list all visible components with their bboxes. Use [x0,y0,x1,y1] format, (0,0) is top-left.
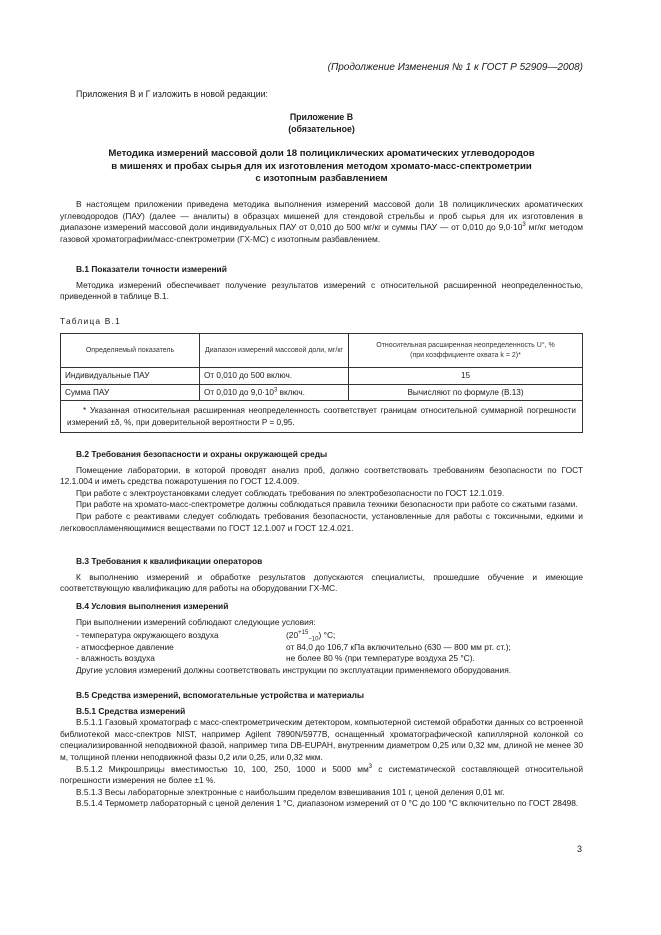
condition-pressure: - атмосферное давление от 84,0 до 106,7 кПа включительно (630 — 800 мм рт. ст.); [76,641,511,652]
section-text: В.5.1.1 Газовый хроматограф с масс-спектрометрическим детектором, компьютерной системой обработки данных со встроенной библиотекой масс-спектров NIST, например Agilent 7890N/5977B, оснащенный хроматографической капиллярной колонкой со специализированной неподвижной фазой, например типа DB-EUPAH, внутренним диаметром 0,25 или 0,32 мм, длиной не менее 30 м, толщиной пленки неподвижной фазы 0,2 или 0,25, или 0,32 мкм. [60,717,583,762]
section-b4 [60,601,583,677]
condition-temperature: - температура окружающего воздуха $(20^{+15}_{-10})$ °C; [76,630,336,643]
section-title: В.1 Показатели точности измерений [76,264,227,274]
table-caption: Таблица В.1 [60,316,121,326]
table-footnote-row: * Указанная относительная расширенная неопределенность соответствует границам относительной суммарной погрешности измерений ±δ, %, при доверительной вероятности P = 0,95. [61,401,583,433]
header-note: (Продолжение Изменения № 1 к ГОСТ Р 52909—2008) [327,62,583,73]
section-text: Другие условия измерений должны соответствовать инструкции по эксплуатации применяемого оборудования. [76,664,512,675]
section-b5 [60,690,583,810]
title-line: в мишенях и пробах сырья для их изготовления методом хромато-масс-спектрометрии [111,160,532,172]
section-title: В.2 Требования безопасности и охраны окружающей среды [76,449,328,459]
table-row: Сумма ПАУ От 0,010 до $9,0\cdot 10^3$ включ. Вычисляют по формуле (В.13) [61,384,583,401]
page-number: 3 [577,844,583,854]
section-text: При работе на хромато-масс-спектрометре должны соблюдаться правила техники безопасности при работе со сжатыми газами. [76,499,578,510]
table-header: Определяемый показатель [61,334,200,368]
intro-text: Приложения В и Г изложить в новой редакции: [76,89,268,99]
appendix-heading [60,112,583,135]
table-row: Индивидуальные ПАУ От 0,010 до 500 включ. 15 [61,368,583,385]
intro-paragraph: В настоящем приложении приведена методика выполнения измерений массовой доли 18 полициклических ароматических углеводородов (ПАУ) (далее — аналиты) в образцах мишеней для стендовой стрельбы и проб сырья для их изготовления в диапазоне измерений массовой доли индивидуальных ПАУ от 0,010 до 500 мг/кг и суммы ПАУ — от 0,010 до $9,0\cdot 10^3$ мг/кг методом газовой хроматографии/масс-спектрометрии (ГХ-МС) с изотопным разбавлением. [60,199,583,244]
title-line: Методика измерений массовой доли 18 полициклических ароматических углеводородов [108,148,535,159]
section-b3 [60,556,583,595]
subsection-title: В.5.1 Средства измерений [76,705,186,716]
table-header: Относительная расширенная неопределенность U°, % (при коэффициенте охвата k = 2)* [349,334,583,368]
appendix-name: Приложение В [289,112,354,122]
table-b1 [60,333,583,433]
section-title: В.4 Условия выполнения измерений [76,601,229,611]
section-text: Методика измерений обеспечивает получение результатов измерений с относительной расширенной неопределенностью, приведенной в таблице В.1. [60,279,583,302]
method-title [60,148,583,186]
section-text: В.5.1.3 Весы лабораторные электронные с наибольшим пределом взвешивания 101 г, ценой деления 0,01 мг. [76,786,505,797]
section-title: В.5 Средства измерений, вспомогательные устройства и материалы [76,690,365,700]
section-text: При работе с реактивами следует соблюдать требования безопасности, установленные для работы с токсичными, едкими и легковоспламеняющимися веществами по ГОСТ 12.1.007 и ГОСТ 12.4.021. [60,510,583,533]
section-text: Помещение лаборатории, в которой проводят анализ проб, должно соответствовать требованиям безопасности по ГОСТ 12.1.004 и иметь средства пожаротушения по ГОСТ 12.4.009. [60,464,583,487]
section-b1 [60,264,583,303]
section-text: При работе с электроустановками следует соблюдать требования по электробезопасности по ГОСТ 12.1.019. [76,487,505,498]
section-text: К выполнению измерений и обработке результатов допускаются специалисты, прошедшие обучение и имеющие соответствующую квалификацию для работы на оборудовании ГХ-МС. [60,571,583,594]
title-line: с изотопным разбавлением [255,173,388,184]
condition-humidity: - влажность воздуха не более 80 % (при температуре воздуха 25 °C). [76,653,475,664]
table-header: Диапазон измерений массовой доли, мг/кг [200,334,349,368]
appendix-type: (обязательное) [288,123,355,134]
section-text: При выполнении измерений соблюдают следующие условия: [76,616,316,627]
section-b2 [60,449,583,534]
section-title: В.3 Требования к квалификации операторов [76,556,263,566]
section-text: В.5.1.2 Микрошприцы вместимостью 10, 100, 250, 1000 и 5000 $мм^3$ с систематической составляющей относительной погрешности измерения не более ±1 %. [60,763,583,786]
section-text: В.5.1.4 Термометр лабораторный с ценой деления 1 °C, диапазоном измерений от 0 °C до 100 °C включительно по ГОСТ 28498. [76,798,579,809]
